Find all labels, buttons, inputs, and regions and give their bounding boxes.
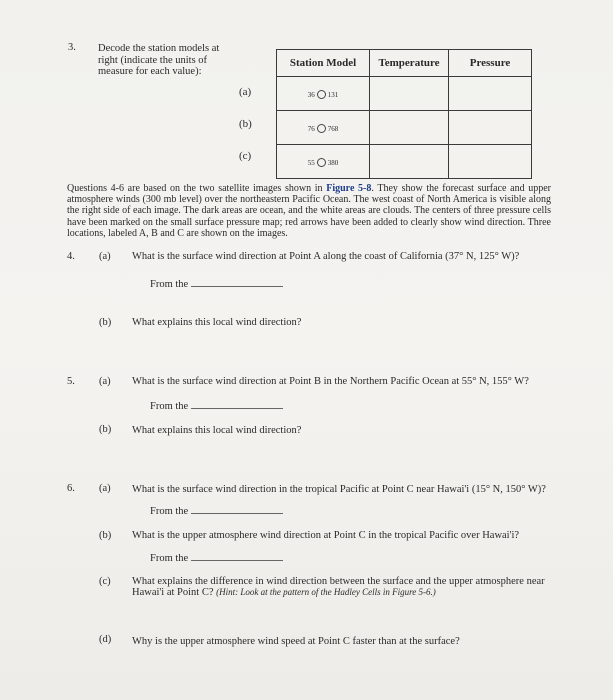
question-6c-text-line1: What explains the difference in wind direction between the surface and the upper atmosphere near [132, 576, 545, 587]
pressure-answer-cell[interactable] [449, 111, 532, 145]
question-4a-answer-line: From the [150, 279, 283, 290]
answer-blank[interactable] [191, 286, 283, 287]
question-6c-text-line2: Hawai'i at Point C? (Hint: Look at the pattern of the Hadley Cells in Figure 5-6.) [132, 587, 436, 598]
table-row [277, 111, 532, 145]
row-label-c: (c) [239, 150, 252, 162]
header-station-model: Station Model [277, 50, 370, 77]
question-6-number: 6. [67, 483, 75, 494]
station-model-cell [277, 111, 370, 145]
question-3-number: 3. [68, 42, 76, 53]
question-6d-text: Why is the upper atmosphere wind speed at Point C faster than at the surface? [132, 636, 460, 647]
question-4b-text: What explains this local wind direction? [132, 317, 302, 328]
table-header-row [277, 50, 532, 77]
question-4-number: 4. [67, 251, 75, 262]
table-row [277, 77, 532, 111]
table-row [277, 145, 532, 179]
question-5a-answer-line: From the [150, 401, 283, 412]
model-temp-value: 55 [307, 158, 315, 167]
station-circle-icon [317, 158, 326, 167]
question-3-text: Decode the station models at right (indicate the units of measure for each value): [98, 43, 220, 77]
answer-blank[interactable] [191, 560, 283, 561]
temperature-answer-cell[interactable] [370, 77, 449, 111]
station-model-cell [277, 77, 370, 111]
question-4a-label: (a) [99, 251, 111, 262]
question-5a-text: What is the surface wind direction at Point B in the Northern Pacific Ocean at 55° N, 155° W? [132, 376, 529, 387]
station-model-table [276, 49, 532, 179]
model-temp-value: 76 [307, 124, 315, 133]
station-circle-icon [317, 124, 326, 133]
question-6d-label: (d) [99, 634, 112, 645]
row-label-b: (b) [239, 118, 252, 130]
answer-blank[interactable] [191, 513, 283, 514]
temperature-answer-cell[interactable] [370, 111, 449, 145]
pressure-answer-cell[interactable] [449, 145, 532, 179]
station-circle-icon [317, 90, 326, 99]
pressure-answer-cell[interactable] [449, 77, 532, 111]
model-temp-value: 36 [307, 90, 315, 99]
model-pressure-value: 131 [327, 90, 339, 99]
temperature-answer-cell[interactable] [370, 145, 449, 179]
model-pressure-value: 380 [327, 158, 339, 167]
question-6c-label: (c) [99, 576, 111, 587]
question-6b-answer-line: From the [150, 553, 283, 564]
question-5b-text: What explains this local wind direction? [132, 425, 302, 436]
station-model-c [308, 158, 339, 167]
question-6a-label: (a) [99, 483, 111, 494]
station-model-a [308, 90, 339, 99]
question-6b-text: What is the upper atmosphere wind direction at Point C in the tropical Pacific over Hawai'i? [132, 530, 520, 541]
answer-blank[interactable] [191, 408, 283, 409]
question-6a-text: What is the surface wind direction in the tropical Pacific at Point C near Hawai'i (15° N, 150° W)? [132, 484, 546, 495]
header-pressure: Pressure [449, 50, 532, 77]
intro-paragraph: Questions 4-6 are based on the two satellite images shown in Figure 5-8. They show the forecast surface and upper atmosphere winds (300 mb level) over the northeastern Pacific Ocean. The west coast of North America is visible along the right side of each image. The dark areas are ocean, and the white areas are clouds. The centers of three pressure cells have been marked on the small surface pressure map; red arrows have been added to clearly show wind direction. Three locations, labeled A, B and C are shown on the images. [67, 183, 552, 239]
question-6b-label: (b) [99, 530, 112, 541]
question-6c-hint: (Hint: Look at the pattern of the Hadley Cells in Figure 5-6.) [216, 587, 436, 597]
figure-reference: Figure 5-8 [326, 183, 372, 194]
header-temperature: Temperature [370, 50, 449, 77]
model-pressure-value: 768 [327, 124, 339, 133]
question-5b-label: (b) [99, 424, 112, 435]
question-4b-label: (b) [99, 317, 112, 328]
row-label-a: (a) [239, 86, 252, 98]
question-6a-answer-line: From the [150, 506, 283, 517]
question-5a-label: (a) [99, 376, 111, 387]
question-4a-text: What is the surface wind direction at Point A along the coast of California (37° N, 125° W)? [132, 251, 520, 262]
station-model-cell [277, 145, 370, 179]
question-5-number: 5. [67, 376, 75, 387]
station-model-b [308, 124, 339, 133]
